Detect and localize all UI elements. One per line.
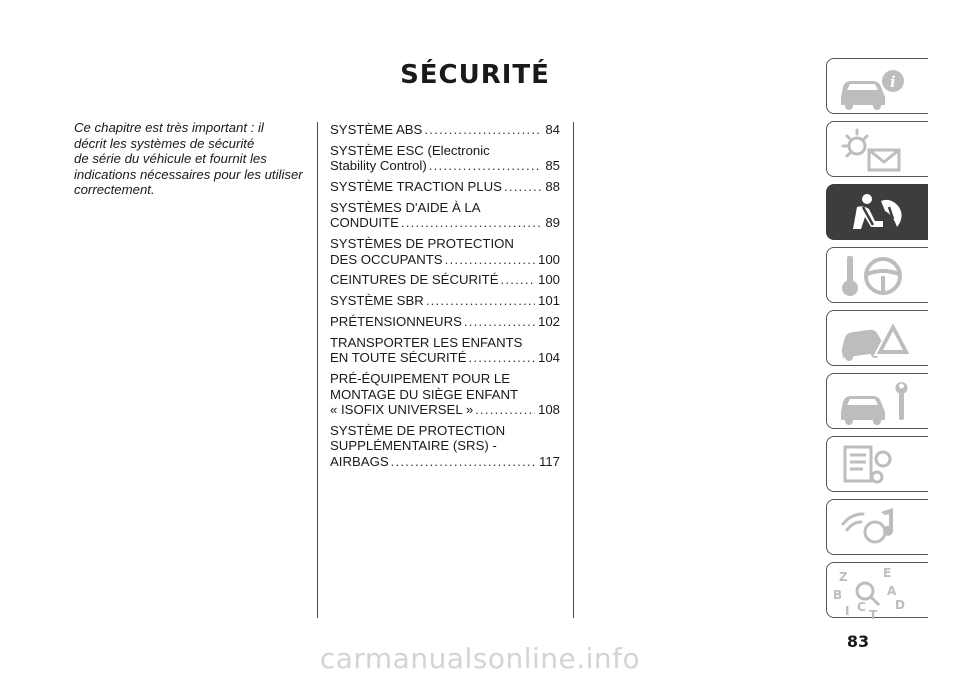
toc-item-label: SYSTÈME DE PROTECTION bbox=[330, 422, 506, 438]
table-of-contents bbox=[330, 122, 560, 475]
toc-leader-dots bbox=[501, 272, 535, 288]
tab-multimedia[interactable] bbox=[826, 499, 928, 555]
watermark: carmanualsonline.info bbox=[319, 642, 641, 675]
toc-leader-dots bbox=[469, 350, 535, 366]
toc-item-label: MONTAGE DU SIÈGE ENFANT bbox=[330, 386, 519, 402]
toc-page-number: 102 bbox=[537, 314, 560, 330]
toc-item-label: SYSTÈME ESC (Electronic bbox=[330, 142, 490, 158]
index-letter: C bbox=[857, 600, 866, 614]
index-letter: Z bbox=[839, 570, 848, 584]
toc-item-abs[interactable] bbox=[330, 122, 560, 138]
toc-item-label: EN TOUTE SÉCURITÉ bbox=[330, 350, 467, 366]
toc-item-traction-plus[interactable] bbox=[330, 179, 560, 195]
toc-item-label: SYSTÈME TRACTION PLUS bbox=[330, 179, 502, 195]
toc-item-label: PRÉ-ÉQUIPEMENT POUR LE bbox=[330, 371, 511, 387]
toc-item-label: PRÉTENSIONNEURS bbox=[330, 314, 462, 330]
toc-leader-dots bbox=[424, 122, 542, 138]
index-icon bbox=[827, 563, 929, 619]
seatbelt-airbag-icon bbox=[827, 185, 929, 241]
column-divider-left bbox=[317, 122, 318, 618]
intro-line: indications nécessaires pour les utiliser bbox=[74, 166, 303, 182]
toc-page-number: 89 bbox=[545, 215, 560, 231]
page-title: SÉCURITÉ bbox=[400, 60, 550, 90]
chapter-intro bbox=[74, 120, 310, 198]
column-divider-right bbox=[573, 122, 574, 618]
toc-page-number: 100 bbox=[537, 251, 560, 267]
toc-item-label: « ISOFIX UNIVERSEL » bbox=[330, 402, 474, 418]
warning-lights-icon bbox=[827, 122, 929, 178]
intro-line: correctement. bbox=[74, 182, 155, 197]
tab-car-info[interactable] bbox=[826, 58, 928, 114]
index-letter: T bbox=[869, 608, 878, 619]
toc-leader-dots bbox=[426, 293, 535, 309]
toc-item-label: SYSTÈME ABS bbox=[330, 122, 423, 137]
car-info-icon bbox=[827, 59, 929, 115]
toc-item-label: SYSTÈMES DE PROTECTION bbox=[330, 236, 514, 252]
toc-item-occupant-protection[interactable] bbox=[330, 236, 560, 267]
toc-item-label: SUPPLÉMENTAIRE (SRS) - bbox=[330, 438, 497, 454]
toc-item-airbags[interactable] bbox=[330, 423, 560, 470]
toc-page-number: 84 bbox=[545, 122, 560, 137]
toc-item-label: TRANSPORTER LES ENFANTS bbox=[330, 334, 523, 350]
toc-item-label: DES OCCUPANTS bbox=[330, 251, 443, 267]
tab-starting-driving[interactable] bbox=[826, 247, 928, 303]
toc-leader-dots bbox=[475, 402, 535, 418]
toc-leader-dots bbox=[391, 454, 536, 470]
toc-item-isofix[interactable] bbox=[330, 371, 560, 418]
intro-line: Ce chapitre est très important : il bbox=[74, 120, 264, 135]
toc-item-label: Stability Control) bbox=[330, 158, 427, 174]
tab-index[interactable] bbox=[826, 562, 928, 618]
toc-item-label: SYSTÈME SBR bbox=[330, 293, 424, 309]
toc-page-number: 104 bbox=[537, 350, 560, 366]
toc-item-label: SYSTÈMES D'AIDE À LA bbox=[330, 199, 481, 215]
toc-item-esc[interactable] bbox=[330, 143, 560, 174]
toc-item-sbr[interactable] bbox=[330, 293, 560, 309]
index-letter: D bbox=[895, 598, 905, 612]
emergency-warning-icon bbox=[827, 311, 929, 367]
toc-item-label: CEINTURES DE SÉCURITÉ bbox=[330, 272, 499, 288]
toc-page-number: 108 bbox=[537, 402, 560, 418]
tab-maintenance[interactable] bbox=[826, 373, 928, 429]
toc-item-child-transport[interactable] bbox=[330, 335, 560, 366]
toc-item-label: CONDUITE bbox=[330, 215, 399, 231]
tab-warning-lights[interactable] bbox=[826, 121, 928, 177]
index-letter: B bbox=[833, 588, 843, 602]
intro-line: décrit les systèmes de sécurité bbox=[74, 135, 255, 151]
intro-line: de série du véhicule et fournit les bbox=[74, 151, 267, 166]
toc-leader-dots bbox=[445, 252, 535, 268]
toc-page-number: 100 bbox=[537, 272, 560, 288]
toc-item-pretensioners[interactable] bbox=[330, 314, 560, 330]
technical-data-icon bbox=[827, 437, 929, 493]
toc-leader-dots bbox=[429, 158, 543, 174]
toc-item-driving-aids[interactable] bbox=[330, 200, 560, 231]
toc-item-label: AIRBAGS bbox=[330, 453, 389, 469]
key-steering-wheel-icon bbox=[827, 248, 929, 304]
multimedia-icon bbox=[827, 500, 929, 556]
page-number: 83 bbox=[846, 632, 870, 651]
index-letter: A bbox=[887, 584, 897, 598]
tab-safety[interactable] bbox=[826, 184, 928, 240]
toc-leader-dots bbox=[504, 179, 542, 195]
tab-emergency[interactable] bbox=[826, 310, 928, 366]
svg-text:i: i bbox=[890, 73, 896, 91]
toc-page-number: 117 bbox=[538, 453, 560, 469]
toc-page-number: 88 bbox=[545, 179, 560, 195]
index-letter: I bbox=[845, 604, 850, 618]
toc-page-number: 85 bbox=[545, 158, 560, 174]
toc-page-number: 101 bbox=[537, 293, 560, 309]
index-letter: E bbox=[883, 566, 892, 580]
car-maintenance-icon bbox=[827, 374, 929, 430]
toc-item-seat-belts[interactable] bbox=[330, 272, 560, 288]
tab-technical-data[interactable] bbox=[826, 436, 928, 492]
toc-leader-dots bbox=[401, 215, 542, 231]
toc-leader-dots bbox=[464, 314, 535, 330]
